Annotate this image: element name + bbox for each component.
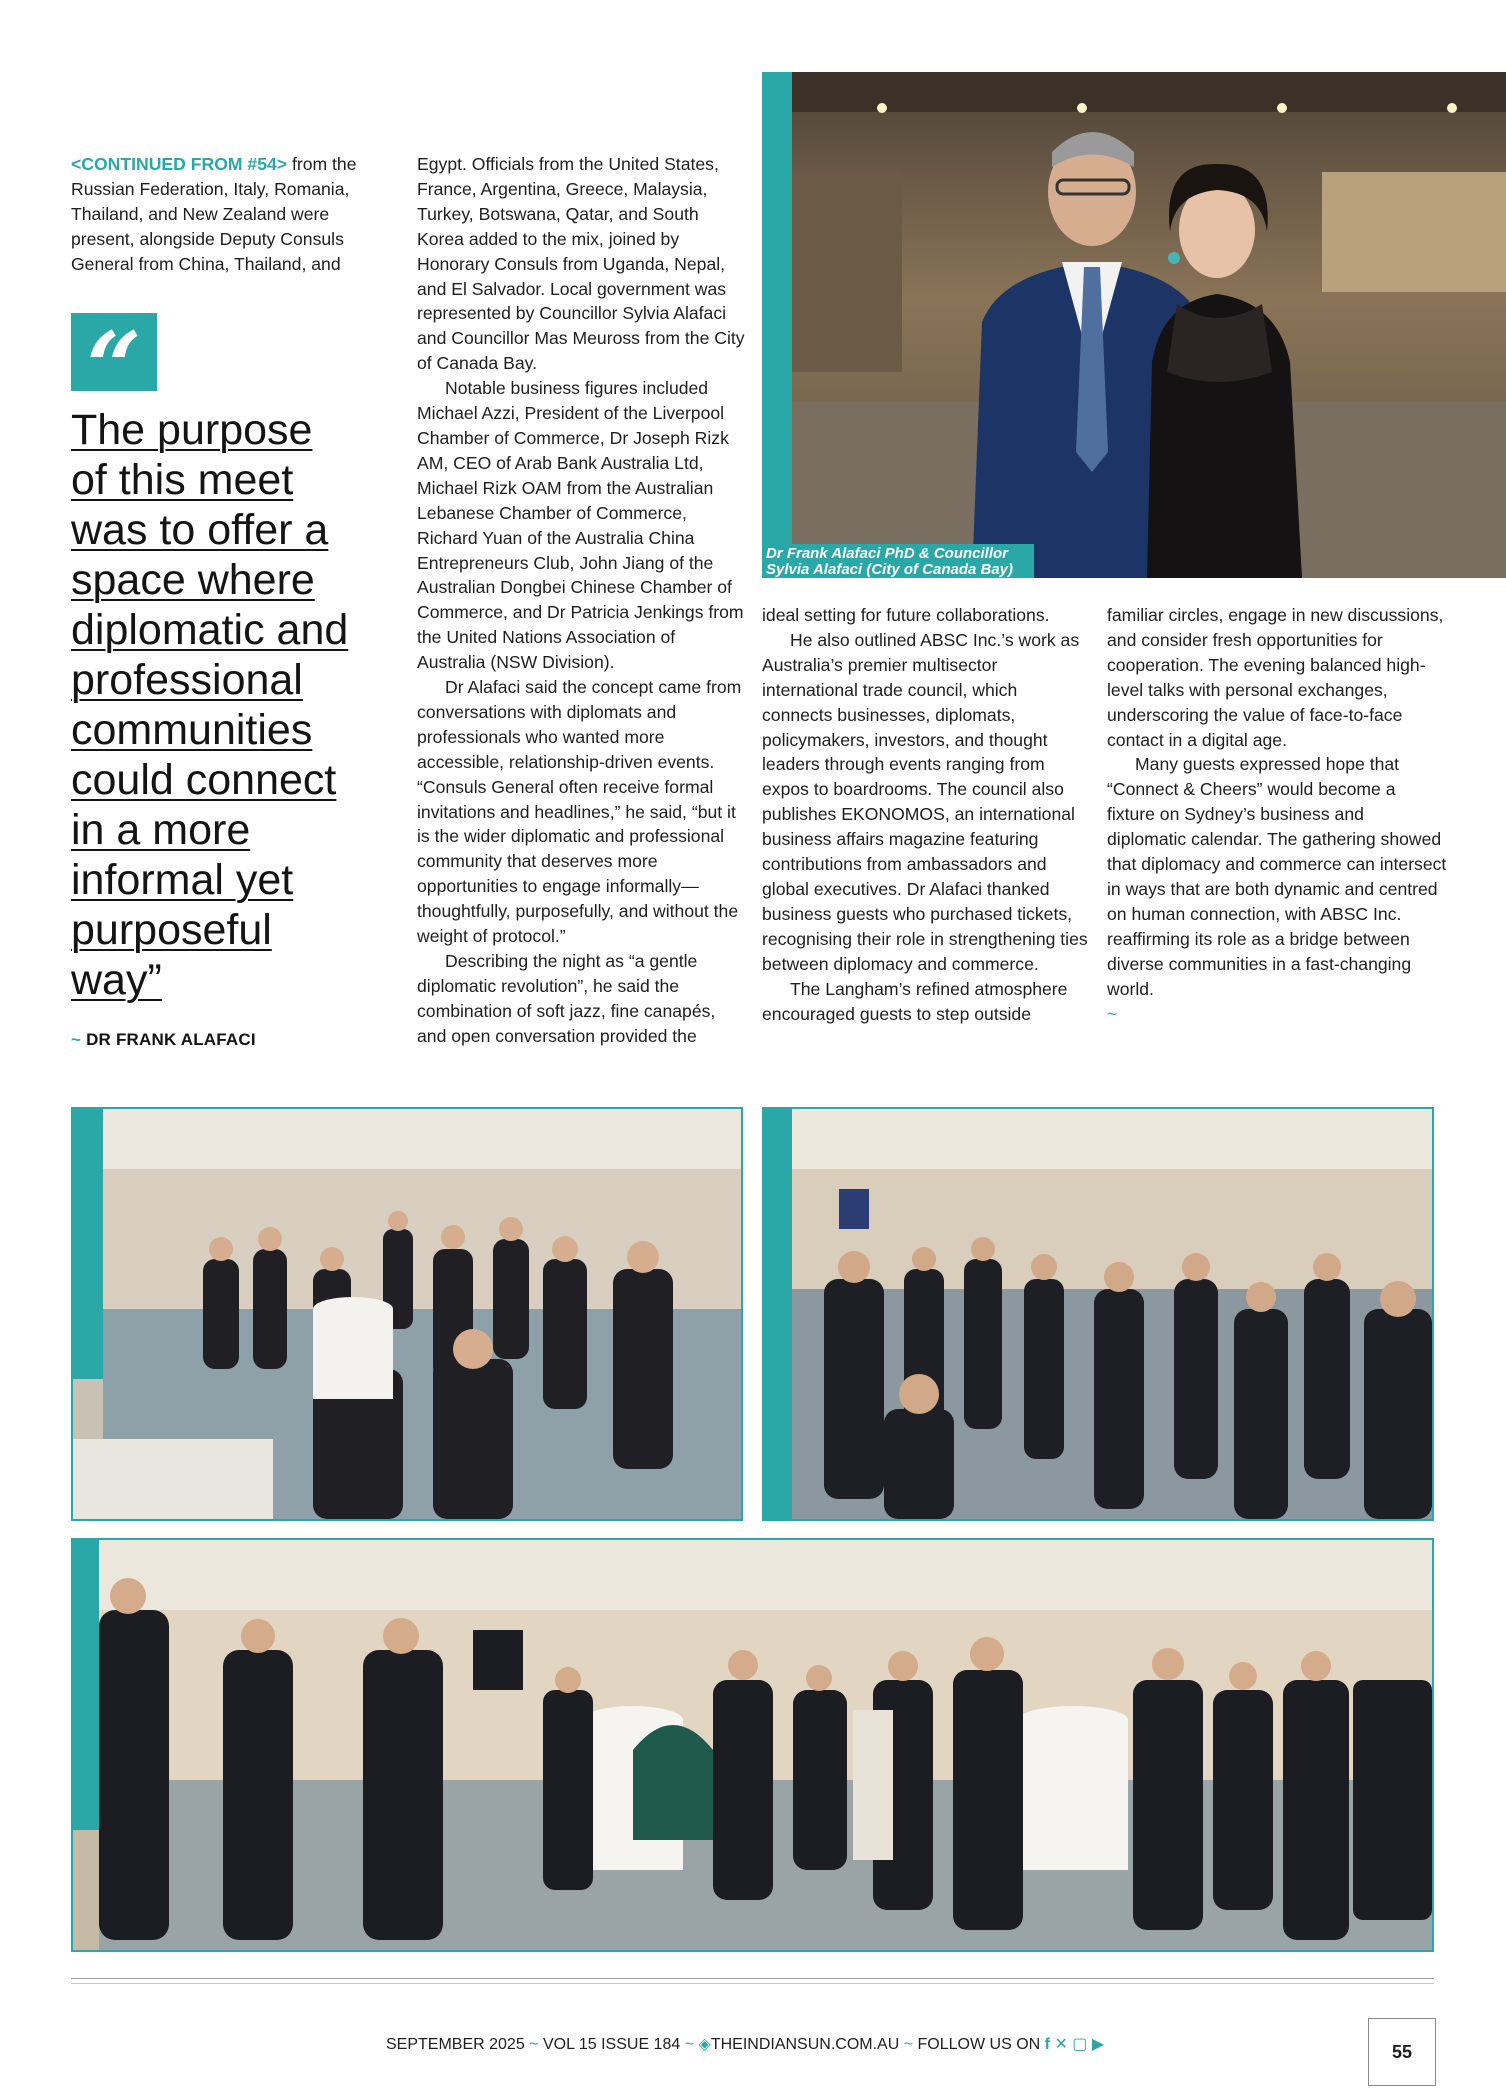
col4-paragraph: familiar circles, engage in new discussions, and consider fresh opportunities for cooperation. The evening balanced high-level talks with personal exchanges, underscoring the value of face-to-face contact in a digital age. (1107, 605, 1444, 750)
footer-website-link[interactable]: THEINDIANSUN.COM.AU (710, 2036, 900, 2053)
tilde-icon: ~ (529, 2036, 539, 2053)
photo-caption (762, 544, 1034, 578)
col2-paragraph: Notable business figures included Michael Azzi, President of the Liverpool Chamber of Commerce, Dr Joseph Rizk AM, CEO of Arab Bank Australia Ltd, Michael Rizk OAM from the Australian Lebanese Chamber of Commerce, Richard Yuan of the Australia China Entrepreneurs Club, John Jiang of the Australian Dongbei Chinese Chamber of Commerce, and Dr Patricia Jenkings from the United Nations Association of Australia (NSW Division). (417, 378, 744, 673)
caption-line: Dr Frank Alafaci PhD & Councillor (766, 545, 1008, 562)
quote-mark-box (71, 311, 157, 424)
photo-crowd-right (762, 1107, 1434, 1521)
quote-mark-icon: “ (86, 311, 142, 424)
pull-quote-line: of this meet (71, 456, 294, 504)
end-mark-icon: ~ (1107, 1003, 1118, 1024)
page-number: 55 (1391, 2042, 1413, 2062)
pull-quote-byline (71, 1030, 256, 1050)
col2-paragraph: Egypt. Officials from the United States, France, Argentina, Greece, Malaysia, Turkey, Botswana, Qatar, and South Korea added to the mix, joined by Honorary Consuls from Uganda, Nepal, and El Salvador. Local government was represented by Councillor Sylvia Alafaci and Councillor Mas Meuross from the City of Canada Bay. (417, 154, 745, 374)
column-3-text (762, 603, 1092, 1026)
crowd-right-image (764, 1109, 1432, 1519)
col2-paragraph: Describing the night as “a gentle diplomatic revolution”, he said the combination of soft jazz, fine canapés, and open conversation provided the (417, 951, 716, 1046)
facebook-icon[interactable]: f (1044, 2036, 1050, 2053)
pull-quote-line: in a more (71, 806, 251, 854)
pull-quote-line: purposeful (71, 906, 272, 954)
pull-quote-line: space where (71, 556, 315, 604)
photo-crowd-left (71, 1107, 743, 1521)
page-number-box (1368, 2018, 1436, 2086)
caption-line: Sylvia Alafaci (City of Canada Bay) (766, 561, 1014, 578)
column-2-text (417, 152, 745, 1049)
col2-paragraph: Dr Alafaci said the concept came from conversations with diplomats and professionals who wanted more accessible, relationship-driven events. “Consuls General often receive formal invitations and headlines,” he said, “but it is the wider diplomatic and professional community that deserves more opportunities to engage informally—thoughtfully, purposefully, and without the weight of protocol.” (417, 677, 742, 947)
column-1-text (71, 152, 381, 277)
tilde-icon: ~ (71, 1030, 82, 1049)
col3-paragraph: He also outlined ABSC Inc.’s work as Australia’s premier multisector international trade council, which connects businesses, diplomats, policymakers, investors, and thought leaders through events ranging from expos to boardrooms. The council also publishes EKONOMOS, an international business affairs magazine featuring contributions from ambassadors and global executives. Dr Alafaci thanked business guests who purchased tickets, recognising their role in strengthening ties between diplomacy and commerce. (762, 629, 1088, 974)
youtube-icon[interactable]: ▶ (1091, 2036, 1105, 2053)
x-icon[interactable]: ✕ (1054, 2036, 1068, 2053)
pull-quote-line: informal yet (71, 856, 294, 904)
photo-alafaci-couple (762, 72, 1506, 578)
photo-guests-standing (71, 1538, 1434, 1952)
footer-date: SEPTEMBER 2025 (386, 2036, 525, 2053)
pull-quote-line: diplomatic and (71, 606, 349, 654)
col4-paragraph: Many guests expressed hope that “Connect & Cheers” would become a fixture on Sydney’s business and diplomatic calendar. The gathering showed that diplomacy and commerce can intersect in ways that are both dynamic and centred on human connection, with ABSC Inc. reaffirming its role as a bridge between diverse communities in a fast-changing world. (1107, 754, 1447, 999)
pull-quote-line: professional (71, 656, 303, 704)
footer-bar (386, 2034, 1104, 2054)
instagram-icon[interactable]: ▢ (1072, 2036, 1088, 2053)
pull-quote-line: could connect (71, 756, 337, 804)
footer-follow-label: FOLLOW US ON (917, 2036, 1041, 2053)
col3-paragraph: The Langham’s refined atmosphere encouraged guests to step outside (762, 978, 1068, 1024)
tilde-icon: ~ (684, 2036, 695, 2053)
column-1-body: from the Russian Federation, Italy, Romania, Thailand, and New Zealand were present, alongside Deputy Consuls General from China, Thailand, and (71, 154, 357, 274)
globe-icon: ◈ (698, 2036, 711, 2053)
pull-quote-line: The purpose (71, 406, 313, 454)
pull-quote-line: was to offer a (71, 506, 329, 554)
continued-from-label: <CONTINUED FROM #54> (71, 154, 288, 174)
col3-paragraph: ideal setting for future collaborations. (762, 605, 1050, 625)
column-4-text (1107, 603, 1447, 1026)
couple-photo-image (762, 72, 1506, 578)
footer-rule (71, 1978, 1434, 1979)
footer-rule-2 (71, 1983, 1434, 1984)
byline-name: DR FRANK ALAFACI (86, 1030, 256, 1049)
guests-standing-image (73, 1540, 1432, 1950)
pull-quote-line: communities (71, 706, 313, 754)
pull-quote (71, 405, 401, 1005)
footer-issue: VOL 15 ISSUE 184 (542, 2036, 681, 2053)
pull-quote-line: way” (71, 956, 162, 1004)
tilde-icon: ~ (903, 2036, 914, 2053)
crowd-left-image (73, 1109, 741, 1519)
